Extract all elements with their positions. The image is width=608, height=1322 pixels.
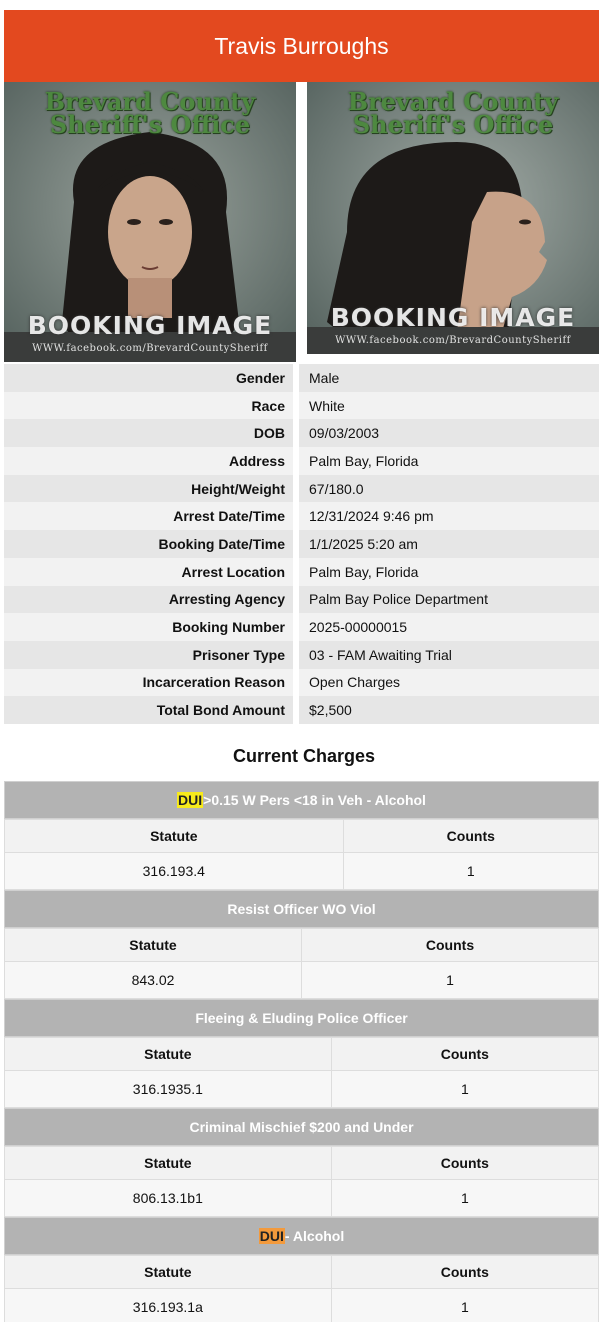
charge-name — [4, 890, 599, 928]
detail-row — [4, 586, 599, 614]
detail-value: 2025-00000015 — [296, 613, 599, 641]
watermark-booking: BOOKING IMAGE — [27, 311, 273, 340]
highlighted-term: DUI — [178, 792, 203, 808]
watermark-url: WWW.facebook.com/BrevardCountySheriff — [32, 343, 268, 354]
detail-row — [4, 447, 599, 475]
charge-name-text: - Alcohol — [284, 1228, 345, 1244]
counts-value: 1 — [343, 853, 598, 890]
charge-table — [4, 1255, 599, 1322]
watermark-url: WWW.facebook.com/BrevardCountySheriff — [335, 335, 571, 346]
statute-value: 843.02 — [5, 962, 302, 999]
detail-value: 67/180.0 — [296, 475, 599, 503]
statute-header: Statute — [5, 1147, 332, 1180]
detail-row — [4, 530, 599, 558]
detail-label: Total Bond Amount — [4, 696, 296, 724]
statute-value: 316.1935.1 — [5, 1071, 332, 1108]
charge-name — [4, 1217, 599, 1255]
statute-header: Statute — [5, 929, 302, 962]
charge-block — [4, 890, 599, 999]
counts-header: Counts — [331, 1256, 598, 1289]
detail-label: Address — [4, 447, 296, 475]
detail-label: DOB — [4, 419, 296, 447]
charge-table — [4, 928, 599, 999]
page-title: Travis Burroughs — [4, 10, 599, 82]
detail-value: Male — [296, 364, 599, 392]
detail-label: Arrest Date/Time — [4, 502, 296, 530]
detail-value: Palm Bay, Florida — [296, 447, 599, 475]
statute-header: Statute — [5, 820, 344, 853]
detail-row — [4, 475, 599, 503]
detail-label: Incarceration Reason — [4, 669, 296, 697]
charge-block — [4, 1108, 599, 1217]
counts-value: 1 — [302, 962, 599, 999]
detail-value: 12/31/2024 9:46 pm — [296, 502, 599, 530]
charge-table — [4, 819, 599, 890]
statute-value: 316.193.1a — [5, 1289, 332, 1322]
charge-table — [4, 1146, 599, 1217]
watermark-title: Brevard County Sheriff's Office — [44, 87, 256, 139]
statute-header: Statute — [5, 1038, 332, 1071]
watermark-booking: BOOKING IMAGE — [330, 303, 576, 332]
detail-label: Race — [4, 392, 296, 420]
charge-name-text: Resist Officer WO Viol — [227, 901, 376, 917]
statute-value: 316.193.4 — [5, 853, 344, 890]
charges-title: Current Charges — [232, 746, 376, 766]
detail-value: 09/03/2003 — [296, 419, 599, 447]
charge-block — [4, 1217, 599, 1322]
counts-value: 1 — [331, 1289, 598, 1322]
charges-list — [4, 781, 599, 1322]
statute-value: 806.13.1b1 — [5, 1180, 332, 1217]
statute-header: Statute — [5, 1256, 332, 1289]
detail-label: Arresting Agency — [4, 586, 296, 614]
booking-photo-side[interactable] — [307, 82, 599, 354]
inmate-details-table — [4, 364, 599, 724]
detail-value: 1/1/2025 5:20 am — [296, 530, 599, 558]
detail-label: Booking Number — [4, 613, 296, 641]
detail-value: Palm Bay Police Department — [296, 586, 599, 614]
charge-name — [4, 999, 599, 1037]
detail-row — [4, 641, 599, 669]
counts-header: Counts — [302, 929, 599, 962]
counts-header: Counts — [331, 1147, 598, 1180]
charge-name-text: >0.15 W Pers <18 in Veh - Alcohol — [203, 792, 426, 808]
detail-row — [4, 364, 599, 392]
charge-name — [4, 1108, 599, 1146]
charge-name-text: Criminal Mischief $200 and Under — [189, 1119, 414, 1135]
charge-name-text: Fleeing & Eluding Police Officer — [195, 1010, 408, 1026]
detail-value: $2,500 — [296, 696, 599, 724]
detail-value: Open Charges — [296, 669, 599, 697]
counts-header: Counts — [331, 1038, 598, 1071]
detail-row — [4, 392, 599, 420]
charge-name — [4, 781, 599, 819]
charge-block — [4, 781, 599, 890]
detail-label: Prisoner Type — [4, 641, 296, 669]
charge-table — [4, 1037, 599, 1108]
charge-block — [4, 999, 599, 1108]
counts-value: 1 — [331, 1071, 598, 1108]
detail-value: 03 - FAM Awaiting Trial — [296, 641, 599, 669]
detail-row — [4, 669, 599, 697]
counts-header: Counts — [343, 820, 598, 853]
detail-row — [4, 696, 599, 724]
detail-label: Arrest Location — [4, 558, 296, 586]
detail-row — [4, 558, 599, 586]
detail-value: Palm Bay, Florida — [296, 558, 599, 586]
detail-row — [4, 502, 599, 530]
detail-row — [4, 419, 599, 447]
counts-value: 1 — [331, 1180, 598, 1217]
detail-label: Booking Date/Time — [4, 530, 296, 558]
booking-photo-front[interactable] — [4, 82, 296, 362]
highlighted-term: DUI — [259, 1228, 284, 1244]
booking-photos — [4, 82, 599, 362]
watermark-title: Brevard County Sheriff's Office — [347, 87, 559, 139]
detail-row — [4, 613, 599, 641]
detail-label: Height/Weight — [4, 475, 296, 503]
detail-label: Gender — [4, 364, 296, 392]
detail-value: White — [296, 392, 599, 420]
